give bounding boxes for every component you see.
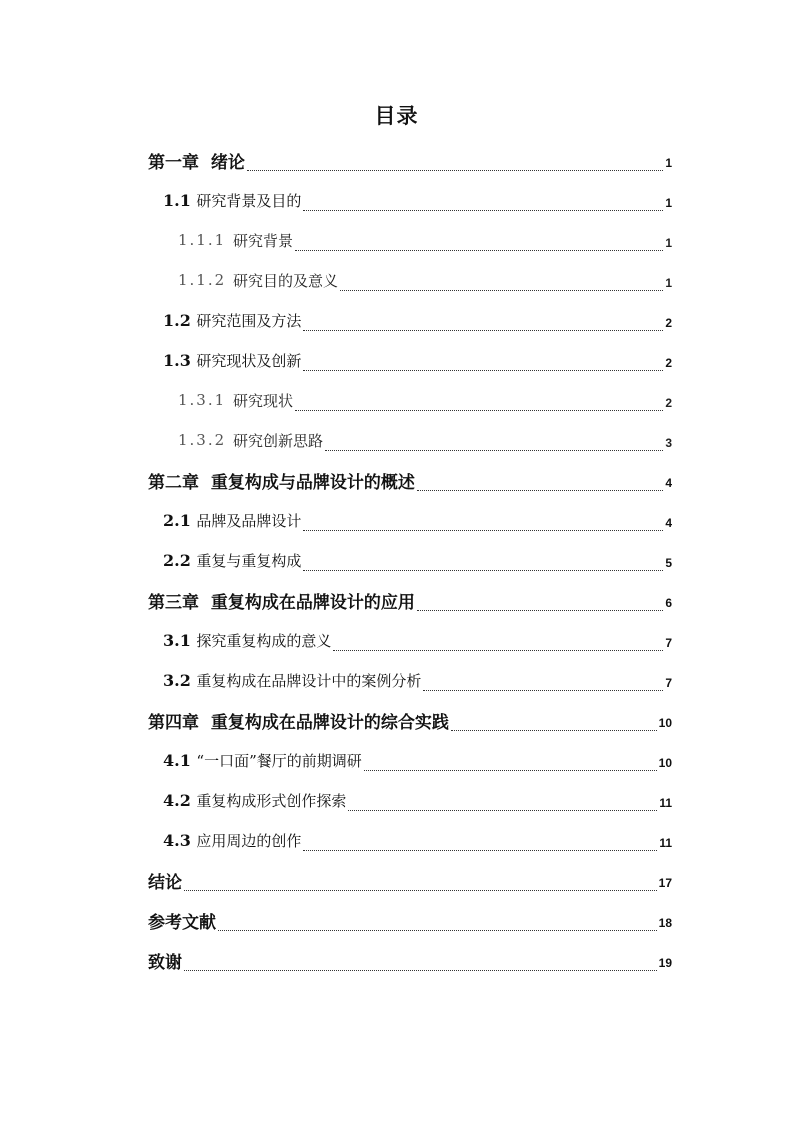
toc-entry-label: 研究背景 [232,231,293,250]
toc-leader-dots [364,756,657,771]
toc-entry[interactable] [163,540,672,580]
toc-entry-label: 研究背景及目的 [196,191,302,210]
toc-entry-gap [226,231,233,249]
toc-entry-label: 研究范围及方法 [196,311,302,330]
toc-entry[interactable] [163,500,672,540]
toc-leader-dots [333,636,663,651]
toc-page-number: 1 [665,156,672,170]
toc-page-number: 1 [665,236,672,250]
toc-entry[interactable] [178,220,672,260]
toc-leader-dots [303,196,663,211]
toc-page-number: 4 [665,476,672,490]
toc-entry[interactable] [163,780,672,820]
toc-entry[interactable] [148,940,672,980]
toc-leader-dots [325,436,663,451]
toc-entry-number: 4.3 [163,830,191,850]
toc-leader-dots [417,476,663,491]
toc-entry-label: 重复构成形式创作探索 [196,791,347,810]
toc-leader-dots [218,916,657,931]
toc-entry[interactable] [148,580,672,620]
toc-page-number: 10 [658,716,672,730]
toc-page-number: 10 [658,756,672,770]
toc-entry[interactable] [163,820,672,860]
toc-leader-dots [423,676,663,691]
toc-entry-number: 1.3.1 [178,391,227,409]
toc-entry[interactable] [163,660,672,700]
toc-entry-number: 1.1.1 [178,231,227,249]
toc-page-number: 2 [665,356,672,370]
toc-entry-label: 第四章 重复构成在品牌设计的综合实践 [148,712,449,733]
toc-entry-label: 致谢 [148,952,182,973]
toc-page-number: 4 [665,516,672,530]
toc-entry-label: 结论 [148,872,182,893]
toc-entry[interactable] [148,860,672,900]
toc-entry-number: 2.1 [163,510,191,530]
toc-entry-label: 品牌及品牌设计 [196,511,302,530]
toc-entry-number: 1.3.2 [178,431,227,449]
toc-entry-label: 重复与重复构成 [196,551,302,570]
toc-entry[interactable] [163,740,672,780]
toc-entry[interactable] [163,180,672,220]
toc-entry[interactable] [178,380,672,420]
toc-entry[interactable] [148,140,672,180]
toc-entry[interactable] [178,420,672,460]
toc-leader-dots [303,316,663,331]
toc-page-number: 11 [659,796,672,810]
toc-page-number: 19 [658,956,672,970]
toc-entry-number: 1.3 [163,350,191,370]
toc-leader-dots [247,156,663,171]
toc-entry-number: 1.1 [163,190,191,210]
toc-page-number: 1 [665,196,672,210]
toc-entry-number: 2.2 [163,550,191,570]
toc-entry[interactable] [163,620,672,660]
toc-entry-gap [226,431,233,449]
toc-entry-label: 第二章 重复构成与品牌设计的概述 [148,472,415,493]
toc-entry[interactable] [163,340,672,380]
toc-leader-dots [348,796,657,811]
toc-page-number: 7 [665,676,672,690]
toc-page-number: 2 [665,396,672,410]
toc-entry-label: 第一章 绪论 [148,152,245,173]
toc-page-number: 1 [665,276,672,290]
toc-page-number: 6 [665,596,672,610]
toc-entry[interactable] [178,260,672,300]
toc-page-number: 17 [658,876,672,890]
toc-entry-label: 参考文献 [148,912,216,933]
toc-entry-label: 研究现状 [232,391,293,410]
toc-page-number: 11 [659,836,672,850]
toc-page-number: 3 [665,436,672,450]
toc-entry[interactable] [163,300,672,340]
toc-entry[interactable] [148,900,672,940]
toc-entry[interactable] [148,460,672,500]
toc-entry-gap [226,271,233,289]
toc-leader-dots [303,356,663,371]
toc-entry-label: 应用周边的创作 [196,831,302,850]
toc-entry-number: 1.1.2 [178,271,227,289]
toc-page-number: 2 [665,316,672,330]
toc-leader-dots [303,556,663,571]
toc-entry-gap [226,391,233,409]
toc-entry-label: 重复构成在品牌设计中的案例分析 [196,671,422,690]
toc-entry-label: 探究重复构成的意义 [196,631,332,650]
toc-page-number: 5 [665,556,672,570]
toc-leader-dots [295,396,663,411]
toc-leader-dots [184,956,657,971]
toc-page-number: 7 [665,636,672,650]
toc-entry-label: 研究创新思路 [232,431,323,450]
toc-leader-dots [340,276,663,291]
toc-entry-label: 第三章 重复构成在品牌设计的应用 [148,592,415,613]
toc-leader-dots [303,516,663,531]
toc-leader-dots [451,716,657,731]
toc-entry-number: 3.1 [163,630,191,650]
toc-entry-label: “一口面”餐厅的前期调研 [196,751,362,770]
toc-page-number: 18 [658,916,672,930]
toc-entry-label: 研究现状及创新 [196,351,302,370]
toc-entry-number: 3.2 [163,670,191,690]
toc-entry-number: 4.1 [163,750,191,770]
toc-entry-label: 研究目的及意义 [232,271,338,290]
toc-leader-dots [417,596,663,611]
toc-entry-number: 4.2 [163,790,191,810]
toc-leader-dots [303,836,657,851]
toc-title: 目录 [374,104,419,128]
toc-leader-dots [184,876,657,891]
toc-leader-dots [295,236,663,251]
toc-entry[interactable] [148,700,672,740]
toc-entry-number: 1.2 [163,310,191,330]
